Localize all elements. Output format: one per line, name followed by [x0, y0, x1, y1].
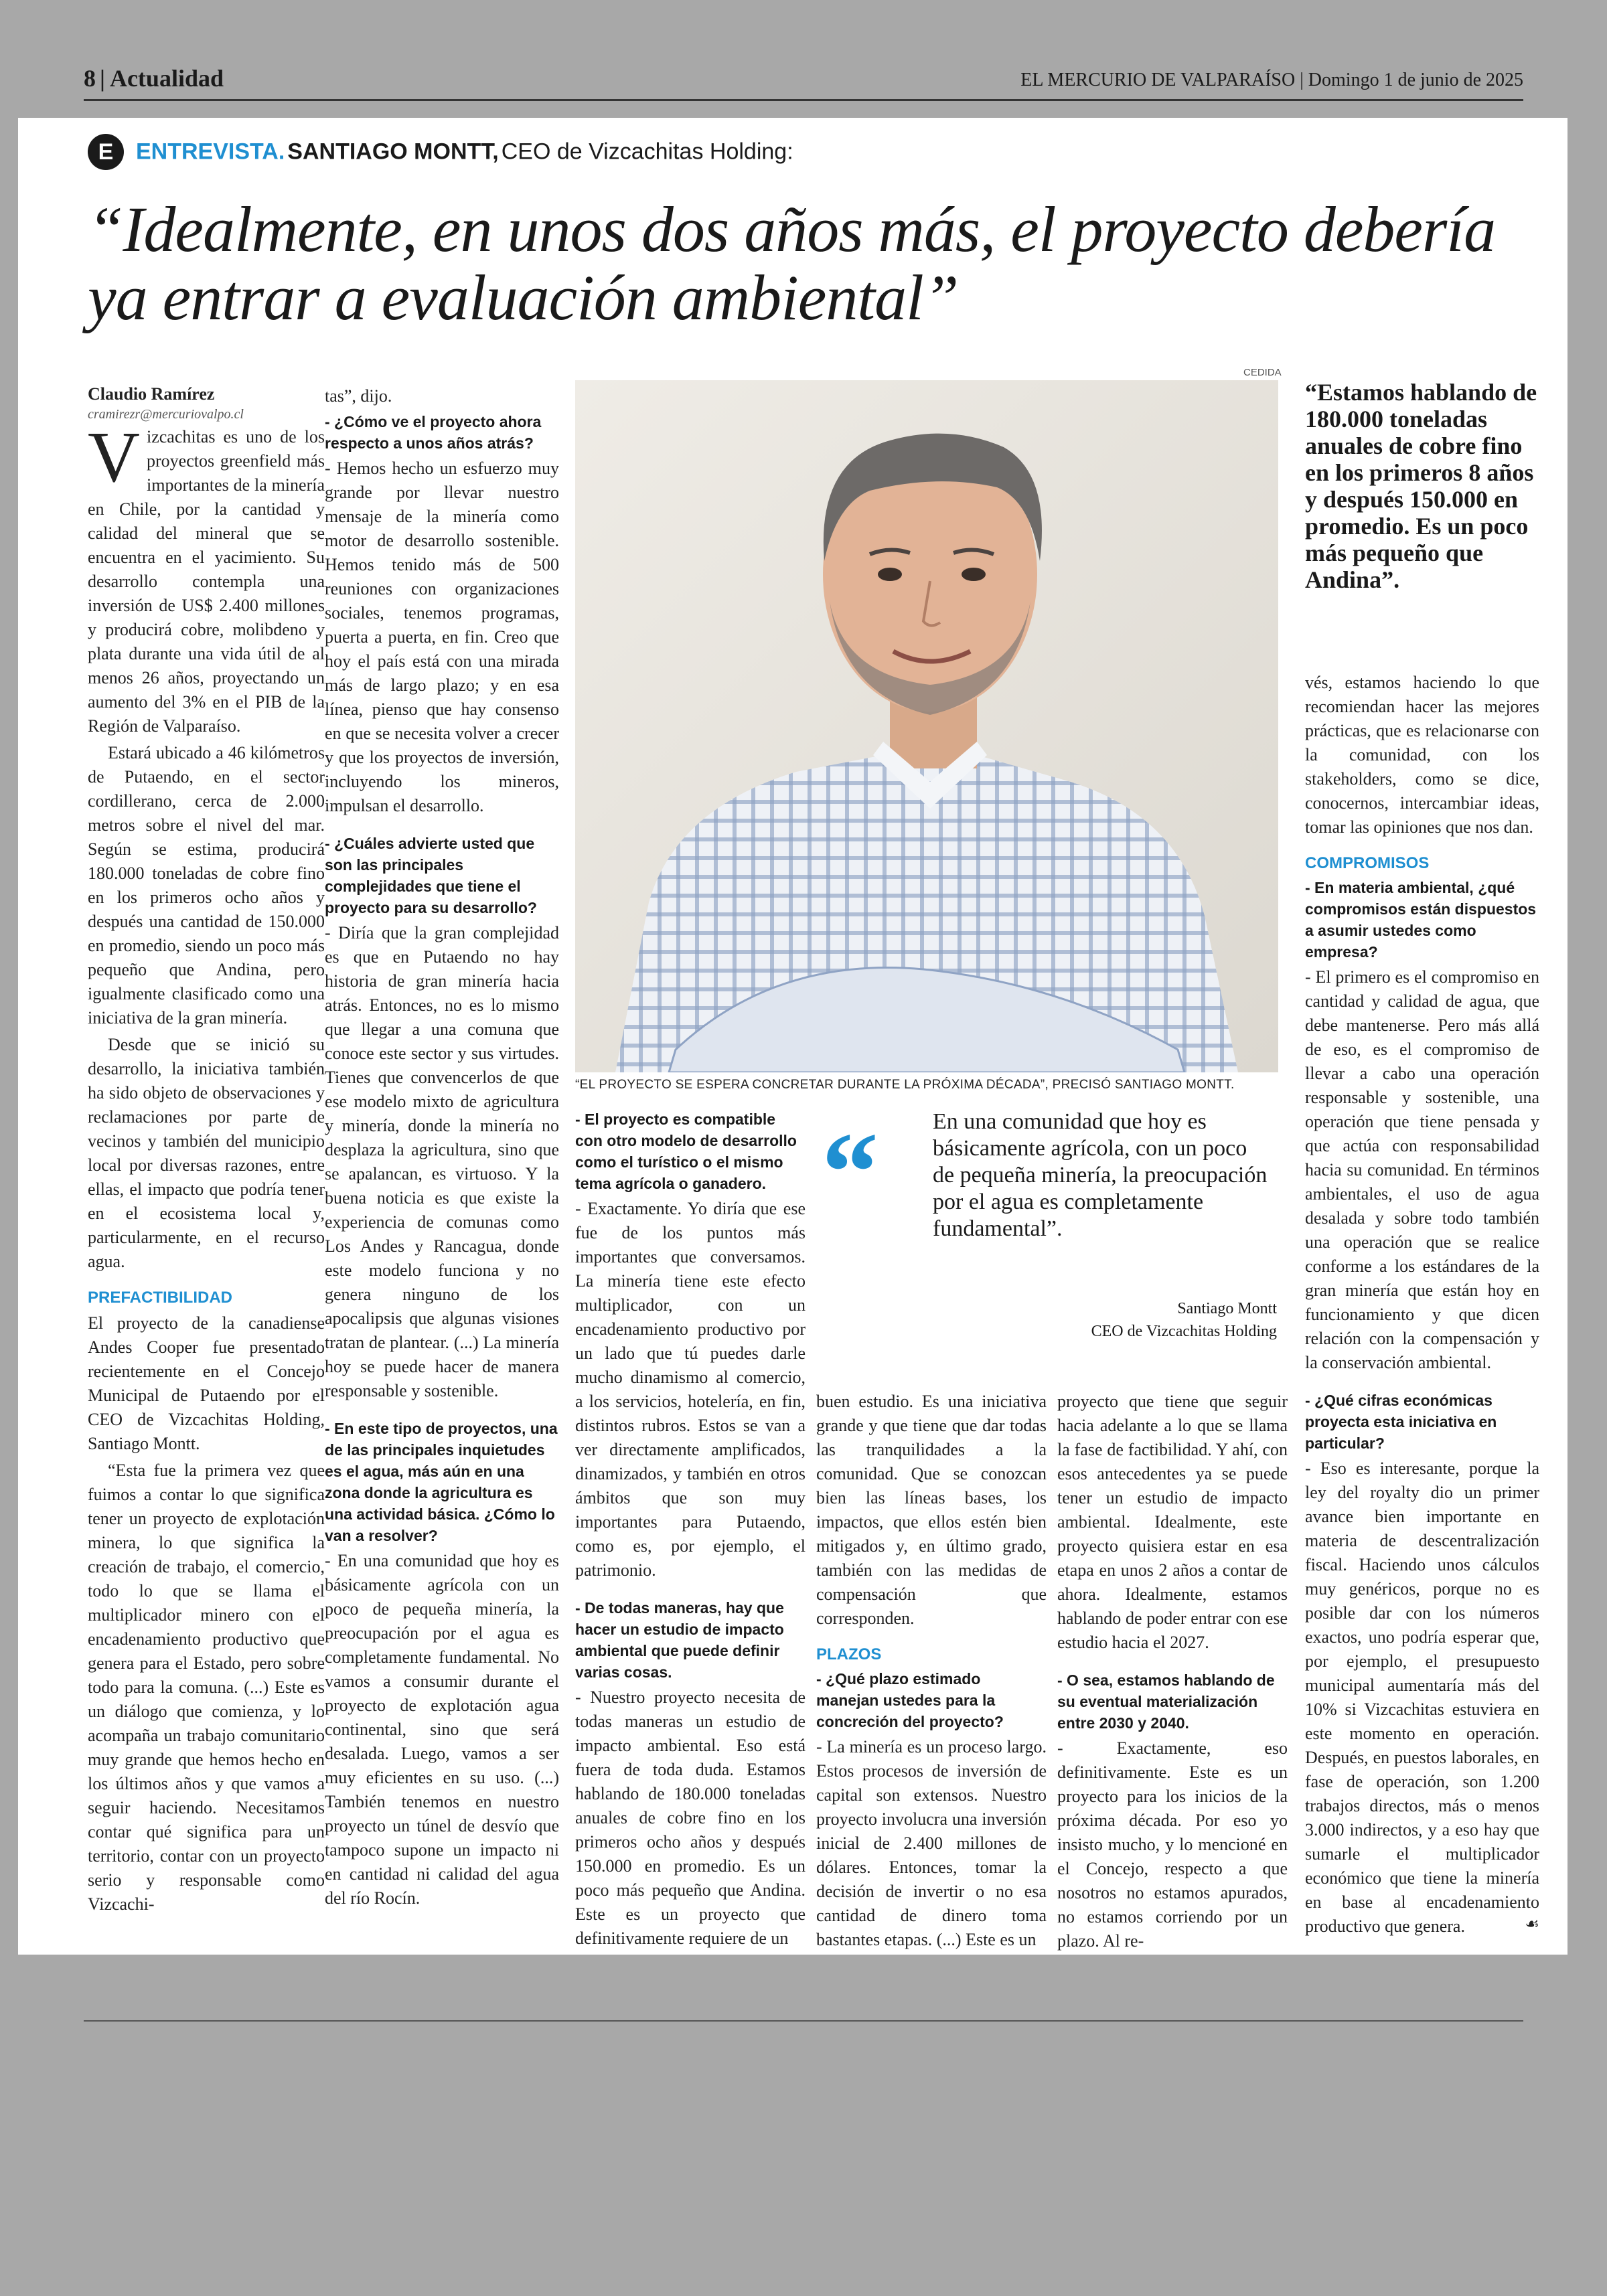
answer-text: - Eso es interesante, porque la ley del royalty dio un primer avance bien importante en materia de descentralización fiscal. Haciendo unos cálculos muy genéricos, porque no es posible dar con los números exactos, uno podría esperar que, por ejemplo, el presupuesto municipal aumentaría más del 10% si Vizcachitas estuviera en este momento en operación. Después, en puestos laborales, en fase de operación, son 1.200 trabajos directos, más o menos 3.000 indirectos, y a eso hay que sumarle el multiplicador económico que tiene la minería en base al encadenamiento productivo que genera.	[1305, 1459, 1539, 1936]
kicker	[88, 134, 793, 175]
interview-answer: - Exactamente. Yo diría que ese fue de los puntos más importantes que conversamos. La minería tiene este efecto multiplicador, con un encadenamiento productivo por un lado que tú puedes darle mucho dinamismo al comercio, a los servicios, hotelería, en fin, distintos rubros. Estos se van a ver directamente amplificados, dinamizados, y también en otros ámbitos que son muy importantes para Putaendo, como es, por ejemplo, el patrimonio.	[575, 1199, 806, 1580]
publication-date: EL MERCURIO DE VALPARAÍSO | Domingo 1 de junio de 2025	[1020, 70, 1523, 90]
interview-answer	[1305, 1457, 1539, 1939]
interview-question: - ¿Qué cifras económicas proyecta esta iniciativa en particular?	[1305, 1392, 1497, 1452]
interview-answer: - Diría que la gran complejidad es que en Putaendo no hay historia de gran minería hacia atrás. Entonces, no es lo mismo que llegar a una comuna que conoce este sector y sus virtudes. Tienes que convencerlos de que ese modelo mixto de agricultura y minería, donde la minería no desplaza la agricultura, sino que se apalancan, es virtuoso. Y la buena noticia es que existe la experiencia de comunas como Los Andes y Rancagua, donde este modelo funciona y no genera ninguno de los apocalipsis que algunas visiones tratan de plantear. (...) La minería hoy se puede hacer de manera responsable y sostenible.	[325, 923, 559, 1400]
interview-answer: - El primero es el compromiso en cantidad y calidad de agua, que debe mantenerse. Pero más allá de eso, es el compromiso de llevar a cabo una operación responsable y sostenible, una operación que tiene pensada y que actúa con responsabilidad hacia su comunidad. En términos ambientales, el uso de agua desalada y sobre todo también una operación que se realice conforme a los estándares de la gran minería que están hoy en funcionamiento y que dicen relación con la compensación y la conservación ambiental.	[1305, 967, 1539, 1372]
byline-email: cramirezr@mercuriovalpo.cl	[88, 407, 244, 422]
interview-question: - O sea, estamos hablando de su eventual materialización entre 2030 y 2040.	[1057, 1671, 1275, 1732]
column-1	[88, 384, 325, 1919]
quote-signature	[1036, 1297, 1277, 1343]
drop-cap: V	[88, 418, 140, 497]
interview-question: - En materia ambiental, ¿qué compromisos están dispuestos a asumir ustedes como empresa?	[1305, 879, 1537, 961]
paragraph: Desde que se inició su desarrollo, la iniciativa también ha sido objeto de observaciones y reclamaciones por parte de vecinos y también del municipio local por diversas razones, entre ellas, el impacto que podría tener en el ecosistema local y, particularmente, en el recurso agua.	[88, 1035, 325, 1271]
section-heading-plazos: PLAZOS	[816, 1645, 882, 1663]
column-6	[1305, 671, 1539, 1941]
kicker-label: ENTREVISTA.	[136, 139, 285, 165]
quote-author: Santiago Montt	[1177, 1300, 1277, 1317]
portrait-photo	[575, 380, 1278, 1072]
section-heading-prefactibilidad: PREFACTIBILIDAD	[88, 1289, 232, 1307]
paragraph: proyecto que tiene que seguir hacia adelante a lo que se llama la fase de factibilidad. Y ahí, con esos antecedentes ya se puede tener un estudio de impacto ambiental. Idealmente, este proyecto quisiera estar en esa etapa en unos 2 años a contar de ahora. Idealmente, estamos hablando de poder entrar con ese estudio hacia el 2027.	[1057, 1392, 1288, 1652]
pull-quote: “Estamos hablando de 180.000 toneladas anuales de cobre fino en los primeros 8 años y después 150.000 en promedio. Es un poco más pequeño que Andina”.	[1305, 379, 1537, 593]
header-rule	[84, 99, 1523, 101]
photo-caption: “EL PROYECTO SE ESPERA CONCRETAR DURANTE LA PRÓXIMA DÉCADA”, PRECISÓ SANTIAGO MONTT.	[575, 1078, 1235, 1092]
paragraph: tas”, dijo.	[325, 386, 392, 406]
mid-quote-text: En una comunidad que hoy es básicamente agrícola, con un poco de pequeña minería, la preocupación por el agua es completamente fundamental”.	[933, 1109, 1268, 1241]
page-number: 8	[84, 65, 96, 92]
paragraph: buen estudio. Es una iniciativa grande y que tiene que dar todas las tranquilidades a la comunidad. Que se conozcan bien las líneas bases, los impactos, que ellos estén bien mitigados y, en último grado, también con las medidas de compensación que corresponden.	[816, 1392, 1047, 1628]
column-5	[1057, 1390, 1288, 1956]
section-label: 8 | Actualidad	[84, 65, 224, 92]
paragraph: El proyecto de la canadiense Andes Cooper fue presentado recientemente en el Concejo Municipal de Putaendo por el CEO de Vizcachitas Holding, Santiago Montt.	[88, 1313, 325, 1453]
interview-question: - ¿Cuáles advierte usted que son las principales complejidades que tiene el proyecto para su desarrollo?	[325, 835, 537, 916]
interview-answer: - Hemos hecho un esfuerzo muy grande por llevar nuestro mensaje de la minería como motor de desarrollo sostenible. Hemos tenido más de 500 reuniones con organizaciones sociales, tenemos programas, puerta a puerta, en fin. Creo que hoy el país está con una mirada más de largo plazo; y en esa línea, pienso que hay consenso en que se necesita volver a crecer y que los proyectos de inversión, incluyendo los mineros, impulsan el desarrollo.	[325, 459, 559, 815]
section-heading-compromisos: COMPROMISOS	[1305, 854, 1430, 872]
interview-question: - En este tipo de proyectos, una de las principales inquietudes es el agua, más aún en una zona donde la agricultura es una actividad básica. ¿Cómo lo van a resolver?	[325, 1420, 558, 1544]
kicker-name: SANTIAGO MONTT,	[287, 139, 499, 165]
interview-answer: - Exactamente, eso definitivamente. Este es un proyecto para los inicios de la próxima década. Por eso yo insisto mucho, y lo mencioné en el Concejo, respecto a que nosotros no estamos apurados, no estamos corriendo por un plazo. Al re-	[1057, 1738, 1288, 1951]
kicker-role: CEO de Vizcachitas Holding:	[501, 139, 793, 165]
interview-answer: - La minería es un proceso largo. Estos procesos de inversión de capital son extensos. Nuestro proyecto involucra una inversión inicial de 2.400 millones de dólares. Entonces, tomar la decisión de invertir o no esa cantidad de dinero toma bastantes etapas. (...) Este es un	[816, 1737, 1047, 1949]
interview-question: - El proyecto es compatible con otro modelo de desarrollo como el turístico o el mismo tema agrícola o ganadero.	[575, 1111, 797, 1192]
portrait-illustration	[575, 380, 1278, 1072]
column-2	[325, 384, 559, 1913]
interview-question: - ¿Qué plazo estimado manejan ustedes para la concreción del proyecto?	[816, 1670, 1004, 1730]
column-4	[816, 1390, 1047, 1955]
interview-answer: - En una comunidad que hoy es básicamente agrícola con un poco de pequeña minería, la preocupación por el agua es completamente fundamental. No vamos a consumir durante el proyecto de explotación agua continental, sino que será desalada. Luego, vamos a ser muy eficientes en su uso. (...) También tenemos en nuestro proyecto un túnel de desvío que tampoco supone un impacto ni en cantidad ni calidad del agua del río Rocín.	[325, 1551, 559, 1908]
section-name: Actualidad	[109, 65, 224, 92]
paragraph: “Esta fue la primera vez que fuimos a contar lo que significa tener un proyecto de explotación minera, lo que significa la creación de trabajo, el comercio, todo lo que se llama el multiplicador minero con el encadenamiento productivo que genera para el Estado, pero sobre todo para la comuna. (...) Este es un diálogo que comienza, y lo acompaña un trabajo comunitario muy grande que hemos hecho en los últimos años y que vamos a seguir haciendo. Necesitamos contar qué significa para un territorio, contar con un proyecto serio y responsable como Vizcachi-	[88, 1461, 325, 1914]
paragraph: vés, estamos haciendo lo que recomiendan hacer las mejores prácticas, que es relacionarse con la comunidad, con los stakeholders, como se dice, conocernos, intercambiar ideas, tomar las opiniones que nos dan.	[1305, 673, 1539, 837]
newspaper-page	[18, 118, 1567, 1955]
photo-credit: CEDIDA	[1243, 367, 1282, 378]
lead-text: izcachitas es uno de los proyectos greenfield más importantes de la minería en Chile, por la cantidad y calidad del mineral que se encuentra en el yacimiento. Su desarrollo contempla una inversión de US$ 2.400 millones y producirá cobre, molibdeno y plata durante una vida útil de al menos 26 años, proyectando un aumento del 3% en el PIB de la Región de Valparaíso.	[88, 427, 325, 736]
lead-paragraph	[88, 418, 325, 738]
footer-rule	[84, 2020, 1523, 2022]
headline: “Idealmente, en unos dos años más, el proyecto debería ya entrar a evaluación ambiental”	[88, 193, 1496, 333]
end-of-article-icon: ☙	[1525, 1914, 1539, 1933]
interview-badge-icon: E	[88, 134, 124, 170]
column-3	[575, 1109, 806, 1953]
quote-author-title: CEO de Vizcachitas Holding	[1091, 1323, 1277, 1340]
quote-mark-icon: “	[822, 1109, 878, 1235]
interview-question: - ¿Cómo ve el proyecto ahora respecto a unos años atrás?	[325, 413, 542, 452]
byline-author: Claudio Ramírez	[88, 384, 215, 404]
interview-question: - De todas maneras, hay que hacer un estudio de impacto ambiental que puede definir varias cosas.	[575, 1599, 784, 1681]
running-header	[84, 64, 1523, 98]
paragraph: Estará ubicado a 46 kilómetros de Putaendo, en el sector cordillerano, cerca de 2.000 metros sobre el nivel del mar. Según se estima, producirá 180.000 toneladas de cobre fino en los primeros ocho años y después una cantidad de 150.000 en promedio, siendo un poco más pequeño que Andina, pero igualmente clasificado como una iniciativa de la gran minería.	[88, 743, 325, 1028]
interview-answer: - Nuestro proyecto necesita de todas maneras un estudio de impacto ambiental. Eso está fuera de toda duda. Estamos hablando de 180.000 toneladas anuales de cobre fino en los primeros ocho años y después 150.000 en promedio. Es un poco más pequeño que Andina. Este es un proyecto que definitivamente requiere de un	[575, 1688, 806, 1948]
